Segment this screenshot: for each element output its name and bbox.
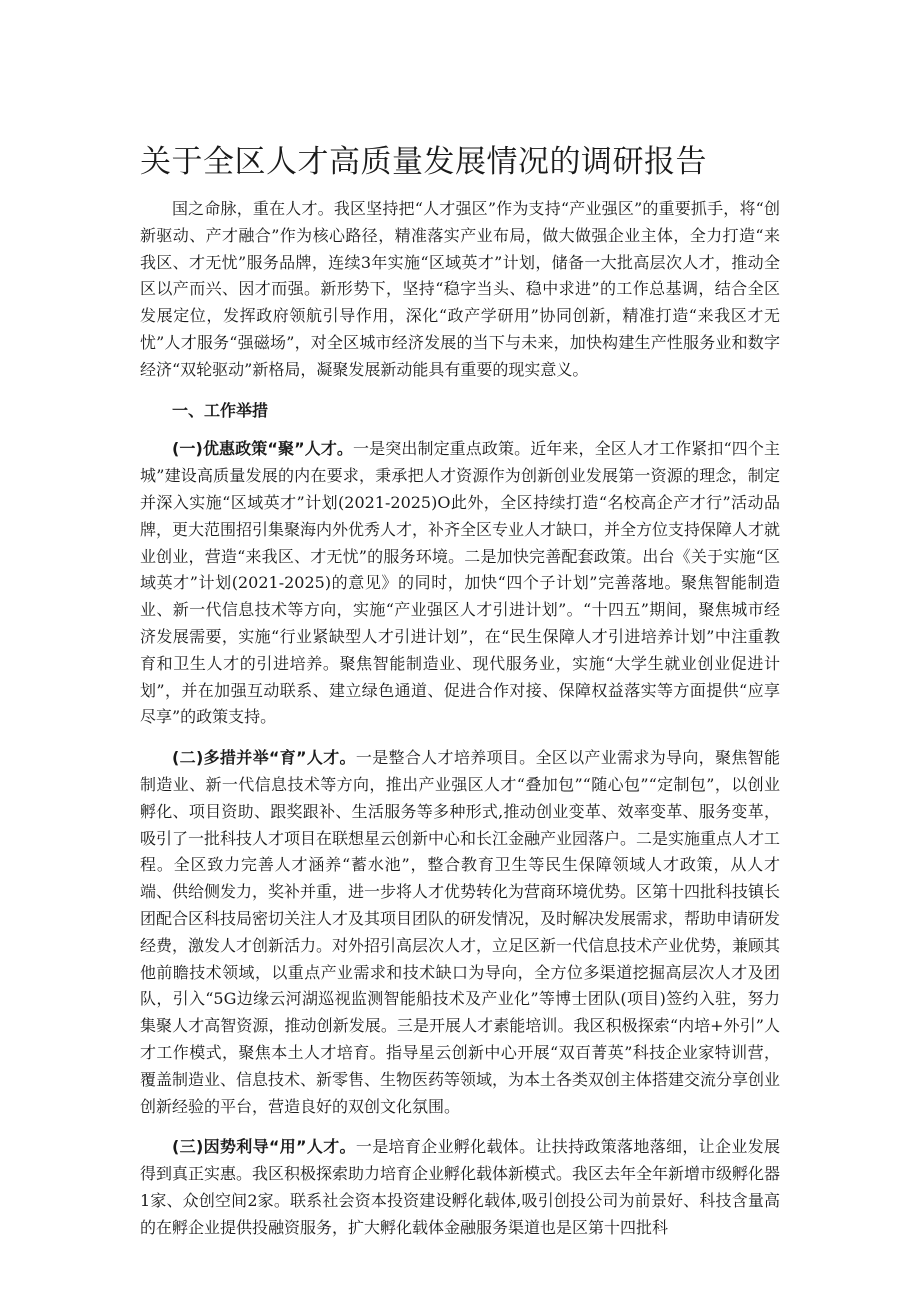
- paragraph-lead-cultivate: (二)多措并举“育”人才。: [172, 748, 356, 768]
- paragraph-body-cultivate: 一是整合人才培养项目。全区以产业需求为导向，聚焦智能制造业、新一代信息技术等方向，推出产业强区人才“叠加包”“随心包”“定制包”，以创业孵化、项目资助、跟奖跟补、生活服务等多种形式,推动创业变革、效率变革、服务变革，吸引了一批科技人才项目在联想星云创新中心和长江金融产业园落户。二是实施重点人才工程。全区致力完善人才涵养“蓄水池”，整合教育卫生等民生保障领域人才政策，从人才端、供给侧发力，奖补并重，进一步将人才优势转化为营商环境优势。区第十四批科技镇长团配合区科技局密切关注人才及其项目团队的研发情况，及时解决发展需求，帮助申请研发经费，激发人才创新活力。对外招引高层次人才，立足区新一代信息技术产业优势，兼顾其他前瞻技术领域，以重点产业需求和技术缺口为导向，全方位多渠道挖掘高层次人才及团队，引入“5G边缘云河湖巡视监测智能船技术及产业化”等博士团队(项目)签约入驻，努力集聚人才高智资源，推动创新发展。三是开展人才素能培训。我区积极探索“内培+外引”人才工作模式，聚焦本土人才培育。指导星云创新中心开展“双百菁英”科技企业家特训营，覆盖制造业、信息技术、新零售、生物医药等领域，为本土各类双创主体搭建交流分享创业创新经验的平台，营造良好的双创文化氛围。: [140, 748, 781, 1116]
- document-body: [140, 196, 780, 1255]
- paragraph-body-utilize: 一是培育企业孵化载体。让扶持政策落地落细，让企业发展得到真正实惠。我区积极探索助力培育企业孵化载体新模式。我区去年全年新增市级孵化器1家、众创空间2家。联系社会资本投资建设孵化载体,吸引创投公司为前景好、科技含量高的在孵企业提供投融资服务，扩大孵化载体金融服务渠道也是区第十四批科: [140, 1137, 781, 1237]
- paragraph-lead-policy: (一)优惠政策“聚”人才。: [172, 439, 354, 459]
- intro-paragraph: 国之命脉，重在人才。我区坚持把“人才强区”作为支持“产业强区”的重要抓手，将“创新驱动、产才融合”作为核心路径，精准落实产业布局，做大做强企业主体，全力打造“来我区、才无忧”服务品牌，连续3年实施“区域英才”计划，储备一大批高层次人才，推动全区以产而兴、因才而强。新形势下，坚持“稳字当头、稳中求进”的工作总基调，结合全区发展定位，发挥政府领航引导作用，深化“政产学研用”协同创新，精准打造“来我区才无忧”人才服务“强磁场”，对全区城市经济发展的当下与未来，加快构建生产性服务业和数字经济“双轮驱动”新格局，凝聚发展新动能具有重要的现实意义。: [140, 199, 780, 379]
- paragraph-cultivate: [140, 745, 780, 1120]
- paragraph-utilize: [140, 1134, 780, 1241]
- paragraph-policy: [140, 436, 780, 731]
- section-heading-work-measures: 一、工作举措: [172, 400, 269, 420]
- paragraph-body-policy: 一是突出制定重点政策。近年来，全区人才工作紧扣“四个主城”建设高质量发展的内在要求，秉承把人才资源作为创新创业发展第一资源的理念，制定并深入实施“区域英才”计划(2021-2025)O此外，全区持续打造“名校高企产才行”活动品牌，更大范围招引集聚海内外优秀人才，补齐全区专业人才缺口，并全方位支持保障人才就业创业，营造“来我区、才无忧”的服务环境。二是加快完善配套政策。出台《关于实施“区域英才”计划(2021-2025)的意见》的同时，加快“四个子计划”完善落地。聚焦智能制造业、新一代信息技术等方向，实施“产业强区人才引进计划”。“十四五”期间，聚焦城市经济发展需要，实施“行业紧缺型人才引进计划”，在“民生保障人才引进培养计划”中注重教育和卫生人才的引进培养。聚焦智能制造业、现代服务业，实施“大学生就业创业促进计划”，并在加强互动联系、建立绿色通道、促进合作对接、保障权益落实等方面提供“应享尽享”的政策支持。: [140, 439, 781, 727]
- document-title: 关于全区人才高质量发展情况的调研报告: [140, 144, 707, 180]
- paragraph-lead-utilize: (三)因势利导“用”人才。: [172, 1137, 356, 1157]
